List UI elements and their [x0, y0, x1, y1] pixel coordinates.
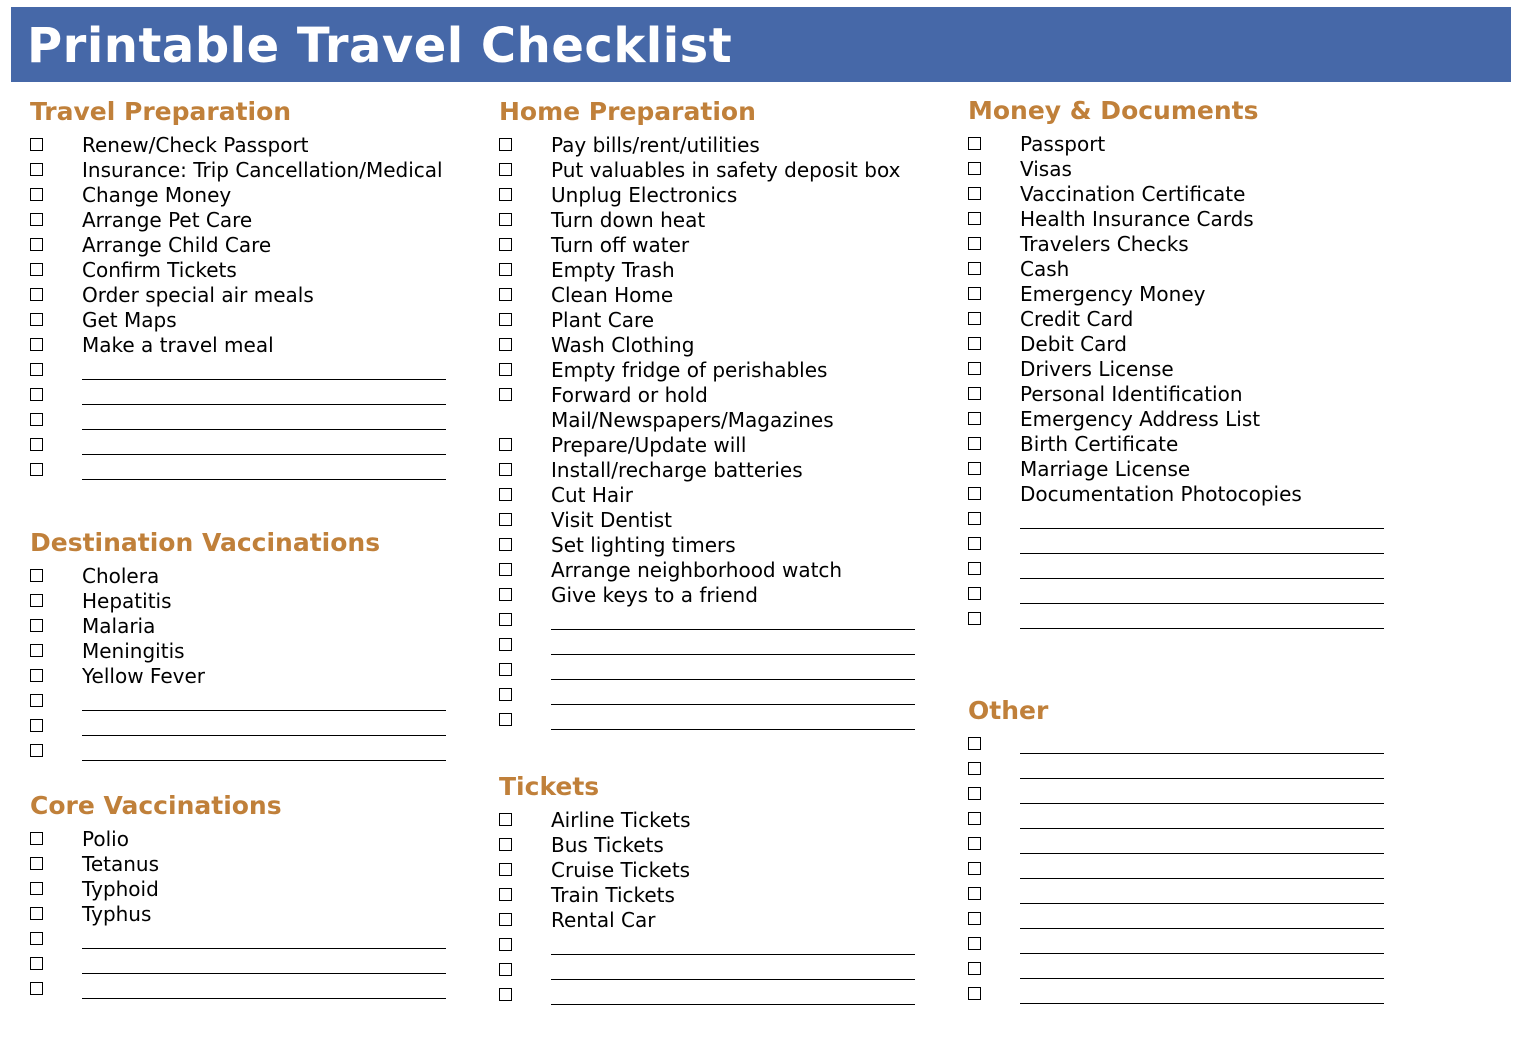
- checklist-item: [968, 457, 1259, 482]
- checklist-item: [499, 183, 756, 208]
- checkbox[interactable]: [30, 388, 43, 401]
- checkbox[interactable]: [499, 363, 512, 376]
- checkbox[interactable]: [968, 437, 981, 450]
- checkbox[interactable]: [968, 337, 981, 350]
- checkbox[interactable]: [30, 719, 43, 732]
- checklist-item-label: Documentation Photocopies: [1020, 482, 1302, 506]
- checkbox[interactable]: [499, 663, 512, 676]
- blank-item: [499, 958, 599, 983]
- checklist-item: [30, 308, 291, 333]
- checklist-item: [30, 614, 380, 639]
- checkbox[interactable]: [968, 137, 981, 150]
- write-in-line[interactable]: [551, 629, 915, 630]
- checklist-item-label: Pay bills/rent/utilities: [551, 133, 760, 157]
- blank-item: [499, 633, 756, 658]
- checklist-item: [499, 158, 901, 183]
- checklist-item: [499, 283, 756, 308]
- write-in-line[interactable]: [551, 979, 915, 980]
- blank-item: [30, 739, 380, 764]
- checklist-item-label: Empty Trash: [551, 258, 675, 282]
- checklist-item: [30, 283, 314, 308]
- write-in-line[interactable]: [82, 760, 446, 761]
- write-in-line[interactable]: [551, 704, 915, 705]
- checkbox[interactable]: [968, 962, 981, 975]
- blank-item: [30, 383, 291, 408]
- checklist-item: [968, 407, 1259, 432]
- checkbox[interactable]: [968, 387, 981, 400]
- checkbox[interactable]: [968, 462, 981, 475]
- write-in-line[interactable]: [1020, 803, 1384, 804]
- checkbox[interactable]: [30, 288, 43, 301]
- blank-item: [968, 607, 1259, 632]
- checklist-item-label: Malaria: [82, 614, 156, 638]
- checklist: [30, 564, 380, 764]
- checklist-item: [968, 307, 1259, 332]
- checklist-item-label: Renew/Check Passport: [82, 133, 309, 157]
- checklist-item: [30, 208, 291, 233]
- checklist-item: [968, 282, 1259, 307]
- blank-item: [30, 952, 282, 977]
- write-in-line[interactable]: [82, 404, 446, 405]
- blank-item: [968, 582, 1259, 607]
- checkbox[interactable]: [499, 463, 512, 476]
- blank-item: [499, 658, 756, 683]
- checklist-item: [968, 332, 1259, 357]
- checkbox[interactable]: [30, 832, 43, 845]
- checkbox[interactable]: [499, 888, 512, 901]
- blank-item: [968, 757, 1048, 782]
- section-travel-preparation: [30, 97, 443, 483]
- checkbox[interactable]: [30, 669, 43, 682]
- checklist-item: [499, 508, 756, 533]
- checkbox[interactable]: [968, 362, 981, 375]
- checkbox[interactable]: [968, 612, 981, 625]
- checklist-item: [499, 258, 756, 283]
- checklist-item: [30, 589, 380, 614]
- checkbox[interactable]: [30, 932, 43, 945]
- checklist: [30, 827, 282, 1002]
- write-in-line[interactable]: [1020, 828, 1384, 829]
- checkbox[interactable]: [499, 613, 512, 626]
- checklist-item: [499, 133, 760, 158]
- blank-item: [30, 714, 380, 739]
- checklist-item: [30, 902, 282, 927]
- checkbox[interactable]: [968, 887, 981, 900]
- checkbox[interactable]: [499, 513, 512, 526]
- checkbox[interactable]: [499, 313, 512, 326]
- checkbox[interactable]: [499, 988, 512, 1001]
- checkbox[interactable]: [499, 588, 512, 601]
- checklist-item-label: Order special air meals: [82, 283, 314, 307]
- write-in-line[interactable]: [1020, 928, 1384, 929]
- checklist: [499, 808, 691, 1008]
- checklist-item-label: Unplug Electronics: [551, 183, 738, 207]
- blank-item: [968, 907, 1048, 932]
- write-in-line[interactable]: [1020, 903, 1384, 904]
- checklist-item-label: Put valuables in safety deposit box: [551, 158, 901, 182]
- blank-item: [968, 882, 1048, 907]
- write-in-line[interactable]: [1020, 528, 1384, 529]
- checklist-item-label: Cash: [1020, 257, 1070, 281]
- checklist-item: [499, 883, 675, 908]
- blank-item: [968, 957, 1048, 982]
- checklist-item: [968, 432, 1259, 457]
- checklist-item-label: Arrange Pet Care: [82, 208, 253, 232]
- section-home-preparation: [499, 97, 901, 733]
- blank-item: [499, 933, 599, 958]
- checkbox[interactable]: [499, 938, 512, 951]
- checkbox[interactable]: [499, 963, 512, 976]
- checklist-item: [968, 257, 1259, 282]
- checkbox[interactable]: [499, 263, 512, 276]
- blank-item: [499, 683, 756, 708]
- checklist-item-label: Personal Identification: [1020, 382, 1243, 406]
- checklist-item: [30, 664, 380, 689]
- checkbox[interactable]: [968, 312, 981, 325]
- checkbox[interactable]: [968, 487, 981, 500]
- checkbox[interactable]: [30, 213, 43, 226]
- checklist-item-label: Wash Clothing: [551, 333, 695, 357]
- blank-item: [30, 927, 282, 952]
- checkbox[interactable]: [499, 538, 512, 551]
- checklist-item-label: Set lighting timers: [551, 533, 736, 557]
- write-in-line[interactable]: [82, 710, 446, 711]
- blank-item: [499, 608, 756, 633]
- checkbox[interactable]: [30, 438, 43, 451]
- blank-item: [968, 732, 1048, 757]
- checklist-item: [968, 132, 1259, 157]
- write-in-line[interactable]: [551, 1004, 915, 1005]
- section-heading: Tickets: [499, 772, 600, 801]
- checkbox[interactable]: [30, 363, 43, 376]
- checkbox[interactable]: [968, 237, 981, 250]
- checkbox[interactable]: [30, 882, 43, 895]
- page-title: Printable Travel Checklist: [27, 18, 733, 74]
- checklist-item-label: Insurance: Trip Cancellation/Medical: [82, 158, 443, 182]
- checkbox[interactable]: [968, 587, 981, 600]
- checkbox[interactable]: [499, 388, 512, 401]
- checkbox[interactable]: [499, 188, 512, 201]
- checkbox[interactable]: [968, 287, 981, 300]
- checkbox[interactable]: [968, 162, 981, 175]
- checklist-item: [499, 433, 756, 458]
- checklist-item-label: Yellow Fever: [82, 664, 206, 688]
- checklist-item: [968, 357, 1259, 382]
- checklist-item-label: Forward or hold Mail/Newspapers/Magazines: [551, 383, 834, 432]
- section-other: [968, 696, 1048, 1007]
- write-in-line[interactable]: [1020, 603, 1384, 604]
- checklist-item-label: Meningitis: [82, 639, 185, 663]
- checklist-item: [499, 333, 756, 358]
- checkbox[interactable]: [30, 857, 43, 870]
- checkbox[interactable]: [30, 313, 43, 326]
- checkbox[interactable]: [499, 213, 512, 226]
- blank-item: [968, 932, 1048, 957]
- blank-item: [968, 832, 1048, 857]
- checkbox[interactable]: [499, 813, 512, 826]
- checklist-item-label: Change Money: [82, 183, 232, 207]
- checklist-item-label: Get Maps: [82, 308, 177, 332]
- checkbox[interactable]: [968, 737, 981, 750]
- checklist-item: [968, 482, 1302, 507]
- blank-item: [968, 557, 1259, 582]
- write-in-line[interactable]: [551, 679, 915, 680]
- checklist-item: [30, 827, 282, 852]
- checkbox[interactable]: [30, 188, 43, 201]
- checklist-item: [30, 639, 380, 664]
- checkbox[interactable]: [968, 787, 981, 800]
- checkbox[interactable]: [499, 438, 512, 451]
- checklist-item: [30, 877, 282, 902]
- checkbox[interactable]: [968, 762, 981, 775]
- checklist-item-label: Cruise Tickets: [551, 858, 691, 882]
- checklist-item: [499, 833, 664, 858]
- checkbox[interactable]: [499, 288, 512, 301]
- checkbox[interactable]: [30, 594, 43, 607]
- write-in-line[interactable]: [1020, 1003, 1384, 1004]
- checklist: [499, 133, 901, 733]
- checkbox[interactable]: [30, 569, 43, 582]
- checklist-item: [30, 852, 282, 877]
- checkbox[interactable]: [30, 694, 43, 707]
- checklist-item: [499, 908, 656, 933]
- write-in-line[interactable]: [1020, 853, 1384, 854]
- title-banner: [11, 7, 1511, 82]
- blank-item: [968, 807, 1048, 832]
- write-in-line[interactable]: [1020, 953, 1384, 954]
- checklist-item-label: Hepatitis: [82, 589, 172, 613]
- write-in-line[interactable]: [1020, 878, 1384, 879]
- blank-item: [499, 983, 599, 1008]
- write-in-line[interactable]: [82, 735, 446, 736]
- section-core-vaccinations: [30, 791, 282, 1002]
- checklist-item: [499, 308, 756, 333]
- blank-item: [968, 507, 1259, 532]
- checklist: [30, 133, 443, 483]
- checklist: [968, 132, 1302, 632]
- checklist-item-label: Health Insurance Cards: [1020, 207, 1254, 231]
- checkbox[interactable]: [30, 982, 43, 995]
- write-in-line[interactable]: [551, 654, 915, 655]
- checklist-item: [499, 583, 756, 608]
- write-in-line[interactable]: [1020, 553, 1384, 554]
- checklist-item: [968, 232, 1259, 257]
- section-destination-vaccinations: [30, 528, 380, 764]
- checklist-item-label: Cut Hair: [551, 483, 633, 507]
- write-in-line[interactable]: [551, 954, 915, 955]
- checklist-item-label: Install/recharge batteries: [551, 458, 803, 482]
- write-in-line[interactable]: [1020, 578, 1384, 579]
- checkbox[interactable]: [499, 488, 512, 501]
- write-in-line[interactable]: [82, 479, 446, 480]
- checklist-item: [30, 233, 291, 258]
- checkbox[interactable]: [968, 812, 981, 825]
- blank-item: [30, 977, 282, 1002]
- checkbox[interactable]: [30, 744, 43, 757]
- checkbox[interactable]: [968, 412, 981, 425]
- checklist-item: [499, 358, 828, 383]
- checklist-item: [968, 382, 1259, 407]
- write-in-line[interactable]: [82, 973, 446, 974]
- section-heading: Core Vaccinations: [30, 791, 282, 820]
- checklist-item: [499, 458, 803, 483]
- blank-item: [30, 689, 380, 714]
- checkbox[interactable]: [30, 338, 43, 351]
- write-in-line[interactable]: [82, 948, 446, 949]
- checkbox[interactable]: [968, 987, 981, 1000]
- checklist-item-label: Clean Home: [551, 283, 674, 307]
- checklist-item-label: Tetanus: [82, 852, 159, 876]
- checkbox[interactable]: [30, 138, 43, 151]
- checklist-item-label: Credit Card: [1020, 307, 1134, 331]
- section-heading: Other: [968, 696, 1049, 725]
- checkbox[interactable]: [499, 238, 512, 251]
- checklist-item: [499, 383, 834, 433]
- blank-item: [30, 358, 291, 383]
- checklist-item-label: Bus Tickets: [551, 833, 664, 857]
- checklist-item-label: Birth Certificate: [1020, 432, 1179, 456]
- write-in-line[interactable]: [1020, 978, 1384, 979]
- checklist-item-label: Airline Tickets: [551, 808, 691, 832]
- checkbox[interactable]: [30, 619, 43, 632]
- checkbox[interactable]: [30, 957, 43, 970]
- section-heading: Home Preparation: [499, 97, 756, 126]
- checkbox[interactable]: [968, 537, 981, 550]
- checklist-item-label: Marriage License: [1020, 457, 1191, 481]
- checkbox[interactable]: [968, 862, 981, 875]
- write-in-line[interactable]: [82, 429, 446, 430]
- checklist-item-label: Emergency Address List: [1020, 407, 1261, 431]
- checklist-item: [499, 208, 756, 233]
- write-in-line[interactable]: [1020, 753, 1384, 754]
- checkbox[interactable]: [499, 163, 512, 176]
- checkbox[interactable]: [968, 837, 981, 850]
- write-in-line[interactable]: [551, 729, 915, 730]
- checklist-item-label: Typhoid: [82, 877, 159, 901]
- write-in-line[interactable]: [82, 998, 446, 999]
- checkbox[interactable]: [30, 463, 43, 476]
- checklist-item: [30, 333, 291, 358]
- checkbox[interactable]: [968, 187, 981, 200]
- checklist-item: [499, 483, 756, 508]
- checkbox[interactable]: [30, 413, 43, 426]
- checklist-item-label: Arrange neighborhood watch: [551, 558, 843, 582]
- checklist-item-label: Visas: [1020, 157, 1072, 181]
- checklist-item: [499, 233, 756, 258]
- checklist-item: [30, 564, 380, 589]
- checklist-item-label: Drivers License: [1020, 357, 1174, 381]
- checkbox[interactable]: [968, 912, 981, 925]
- blank-item: [30, 408, 291, 433]
- checkbox[interactable]: [968, 562, 981, 575]
- checklist-item: [968, 157, 1259, 182]
- checklist-item-label: Typhus: [82, 902, 152, 926]
- section-money-documents: [968, 96, 1302, 632]
- checklist-item-label: Turn off water: [551, 233, 690, 257]
- checklist-item: [499, 808, 691, 833]
- checklist-item-label: Turn down heat: [551, 208, 706, 232]
- checkbox[interactable]: [499, 713, 512, 726]
- checklist-item-label: Debit Card: [1020, 332, 1127, 356]
- checklist-item: [968, 207, 1259, 232]
- checklist-item: [30, 183, 291, 208]
- checklist-item-label: Polio: [82, 827, 129, 851]
- section-heading: Money & Documents: [968, 96, 1259, 125]
- section-heading: Travel Preparation: [30, 97, 292, 126]
- checkbox[interactable]: [968, 937, 981, 950]
- blank-item: [499, 708, 756, 733]
- blank-item: [968, 532, 1259, 557]
- checklist-item-label: Passport: [1020, 132, 1106, 156]
- section-heading: Destination Vaccinations: [30, 528, 381, 557]
- checkbox[interactable]: [499, 838, 512, 851]
- checkbox[interactable]: [30, 238, 43, 251]
- checkbox[interactable]: [499, 138, 512, 151]
- checklist-item-label: Rental Car: [551, 908, 656, 932]
- checklist-item-label: Vaccination Certificate: [1020, 182, 1246, 206]
- checklist-item-label: Travelers Checks: [1020, 232, 1189, 256]
- checklist-item: [499, 533, 756, 558]
- section-tickets: [499, 772, 691, 1008]
- blank-item: [30, 458, 291, 483]
- checklist-item-label: Give keys to a friend: [551, 583, 758, 607]
- write-in-line[interactable]: [82, 379, 446, 380]
- checklist-item-label: Arrange Child Care: [82, 233, 272, 257]
- checklist-item-label: Emergency Money: [1020, 282, 1206, 306]
- checklist-item-label: Visit Dentist: [551, 508, 673, 532]
- checklist-item: [499, 558, 843, 583]
- blank-item: [968, 857, 1048, 882]
- checklist-item-label: Confirm Tickets: [82, 258, 237, 282]
- checklist-item-label: Make a travel meal: [82, 333, 274, 357]
- checkbox[interactable]: [968, 512, 981, 525]
- checklist-item: [30, 258, 291, 283]
- checkbox[interactable]: [30, 907, 43, 920]
- checklist-item: [499, 858, 691, 883]
- checklist-item-label: Train Tickets: [551, 883, 675, 907]
- checklist-item: [968, 182, 1259, 207]
- checkbox[interactable]: [30, 644, 43, 657]
- checkbox[interactable]: [968, 262, 981, 275]
- blank-item: [968, 982, 1048, 1007]
- checklist: [968, 732, 1048, 1007]
- checkbox[interactable]: [30, 263, 43, 276]
- checkbox[interactable]: [30, 163, 43, 176]
- checkbox[interactable]: [499, 913, 512, 926]
- checkbox[interactable]: [499, 638, 512, 651]
- checklist-item: [30, 133, 309, 158]
- checkbox[interactable]: [499, 688, 512, 701]
- blank-item: [30, 433, 291, 458]
- checklist-item-label: Prepare/Update will: [551, 433, 747, 457]
- checklist-item-label: Empty fridge of perishables: [551, 358, 828, 382]
- checkbox[interactable]: [499, 863, 512, 876]
- checkbox[interactable]: [499, 338, 512, 351]
- checklist-item-label: Cholera: [82, 564, 160, 588]
- write-in-line[interactable]: [1020, 628, 1384, 629]
- checkbox[interactable]: [968, 212, 981, 225]
- blank-item: [968, 782, 1048, 807]
- checkbox[interactable]: [499, 563, 512, 576]
- write-in-line[interactable]: [82, 454, 446, 455]
- checklist-item: [30, 158, 443, 183]
- write-in-line[interactable]: [1020, 778, 1384, 779]
- checklist-item-label: Plant Care: [551, 308, 655, 332]
